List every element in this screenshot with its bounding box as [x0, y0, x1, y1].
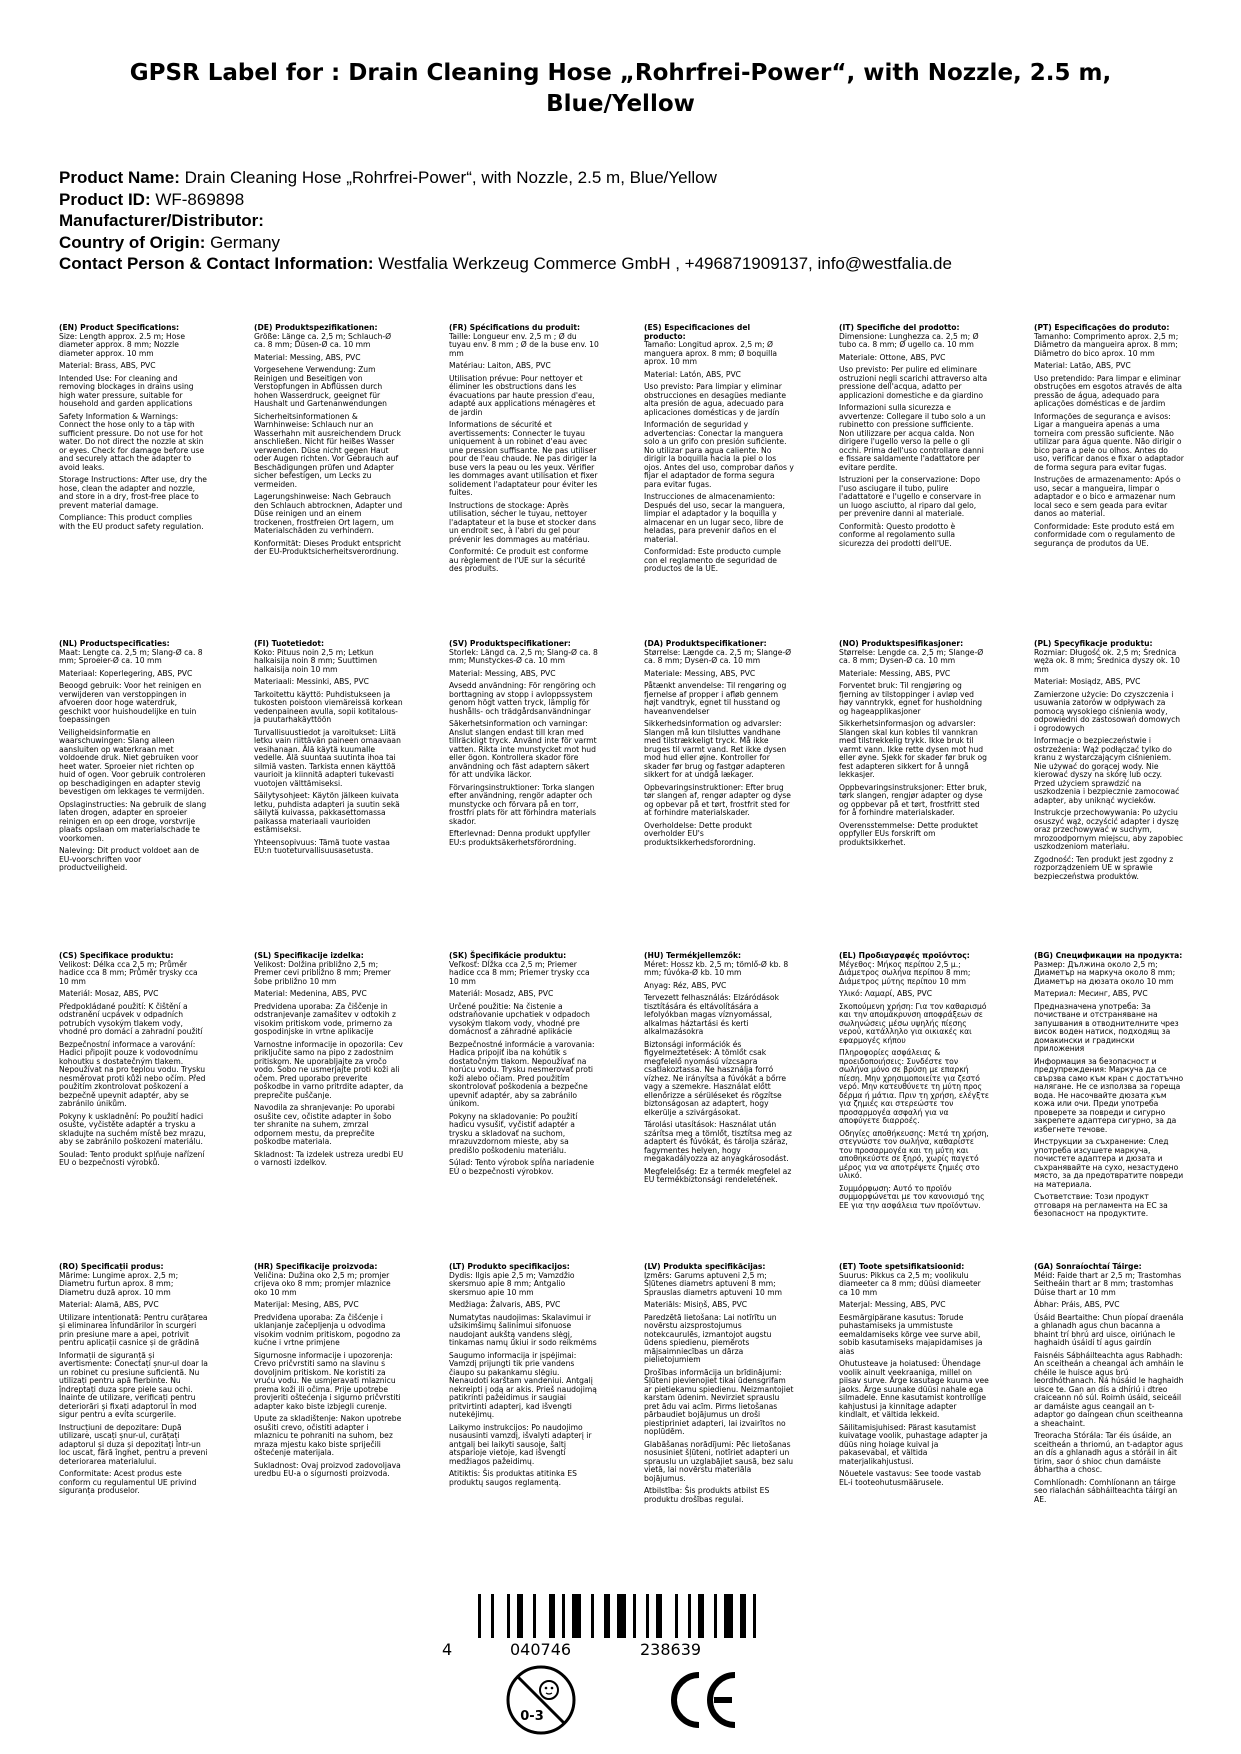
value: Germany	[210, 232, 281, 252]
country-row	[59, 232, 1189, 254]
spec-block-paragraph: Laikymo instrukcijos: Po naudojimo nusausinti vamzdį, išvalyti adapterį ir antgalį bei laikyti sausoje, šaltį atsparioje vietoje, kad išvengti medžiagos pažeidimų.	[449, 1422, 592, 1466]
spec-block-paragraph: Sikkerhedsinformation og advarsler: Slangen må kun tilsluttes vandhane med tilstrækkeligt tryck. Må ikke bruges til varmt vand. Ret ikke dysen mod hud eller øjne. Kontroller for skader før brug og fastgør adapteren sikkert for at undgå lækager.	[644, 719, 787, 779]
spec-block-paragraph: Comhlíonadh: Comhlíonann an táirge seo rialachán sábháilteachta táirgí an AE.	[1034, 1477, 1178, 1504]
label: Country of Origin:	[59, 232, 206, 252]
spec-block	[449, 1263, 599, 1491]
spec-block-paragraph: Veličina: Dužina oko 2,5 m; promjer crijeva oko 8 mm; promjer mlaznice oko 10 mm	[254, 1270, 391, 1297]
spec-block-paragraph: Uso pretendido: Para limpar e eliminar obstruções em esgotos através de alta pressão de água, adequado para aplicações domésticas e de jardim	[1034, 373, 1183, 408]
spec-block-paragraph: Storage Instructions: After use, dry the hose, clean the adapter and nozzle, and store in a dry, frost-free place to prevent material damage.	[59, 475, 207, 510]
spec-block-paragraph: Säilitamisjuhised: Pärast kasutamist kuivatage voolik, puhastage adapter ja düüs ning hoiage kuival ja pakasevabal, et vältida materjalikahjustusi.	[839, 1422, 988, 1466]
spec-block-heading: (SV) Produktspecifikationer:	[449, 639, 571, 648]
spec-block-heading: (EN) Product Specifications:	[59, 323, 180, 332]
spec-block-paragraph: Méret: Hossz kb. 2,5 m; tömlő-Ø kb. 8 mm; fúvóka-Ø kb. 10 mm	[644, 959, 789, 977]
spec-block-paragraph: Tárolási utasítások: Használat után szárítsa meg a tömlőt, tisztítsa meg az adaptert és fúvókát, és tárolja száraz, fagymentes helyen, hogy megakadályozza az anyagkárosodást.	[644, 1120, 792, 1163]
spec-block-paragraph: Säkerhetsinformation och varningar: Anslut slangen endast till kran med tillräckligt tryck. Använd inte för varmt vatten. Rikta inte munstycket mot hud eller ögon. Kontrollera skador före användning och fäst adaptern säkert för att undvika läckor.	[449, 719, 597, 779]
spec-block	[1034, 1263, 1184, 1508]
barcode-icon	[478, 1594, 758, 1638]
ce-mark-icon	[668, 1668, 740, 1732]
spec-block-paragraph: Conformità: Questo prodotto è conforme al regolamento sulla sicurezza dei prodotti dell'UE.	[839, 521, 956, 548]
spec-block-paragraph: Tamaño: Longitud aprox. 2,5 m; Ø manguera aprox. 8 mm; Ø boquilla aprox. 10 mm	[644, 340, 778, 366]
spec-block-paragraph: Yhteensopivuus: Tämä tuote vastaa EU:n tuoteturvallisuusasetusta.	[254, 837, 390, 855]
spec-block-paragraph: Material: Messing, ABS, PVC	[449, 668, 556, 678]
spec-block-paragraph: Sicherheitsinformationen & Warnhinweise: Schlauch nur an Wasserhahn mit ausreichendem Druck anschließen. Nicht für heißes Wasser verwenden. Düse nicht gegen Haut oder Augen richten. Vor Gebrauch auf Beschädigungen prüfen und Adapter sicher befestigen, um Lecks zu vermeiden.	[254, 411, 401, 489]
spec-block-paragraph: Forventet bruk: Til rengjøring og fjerning av tilstoppinger i avløp ved høy vanntrykk, egnet for husholdning og hageapplikasjoner	[839, 681, 983, 716]
spec-block-paragraph: Atbilstība: Šis produkts atbilst ES produktu drošības regulai.	[644, 1486, 770, 1504]
spec-block-paragraph: Medžiaga: Žalvaris, ABS, PVC	[449, 1300, 561, 1309]
spec-block-paragraph: Предназначена употреба: За почистване и отстраняване на запушвания в отводнителните чрез висок воден натиск, подходящ за домакински и градински приложения	[1034, 1001, 1179, 1053]
spec-block-paragraph: Atitiktis: Šis produktas atitinka ES produktų saugos reglamentą.	[449, 1469, 577, 1487]
spec-block-paragraph: Skladnost: Ta izdelek ustreza uredbi EU o varnosti izdelkov.	[254, 1149, 404, 1167]
spec-block-heading: (LV) Produkta specifikācijas:	[644, 1262, 766, 1271]
age-warning-icon	[505, 1664, 577, 1736]
spec-block	[449, 324, 599, 578]
spec-block-paragraph: Faisnéis Sábháilteachta agus Rabhadh: An sceitheán a cheangal ach amháin le chéile le huisce agus brú leordhóthanach. Ná húsáid le haghaidh uisce te. Gan an dís a dhíriú i dtreo craiceann nó súl. Roimh úsáid, seiceáil ar damáiste agus ceangail an t-adaptor go daingean chun sceitheanna a sheachaint.	[1034, 1350, 1184, 1428]
barcode-digit-first: 4	[442, 1640, 453, 1659]
spec-block-paragraph: Utilisation prévue: Pour nettoyer et éliminer les obstructions dans les évacuations par haute pression d'eau, adapté aux applications ménagères et de jardin	[449, 373, 596, 417]
spec-block	[1034, 324, 1184, 552]
spec-block-paragraph: Konformität: Dieses Produkt entspricht der EU-Produktsicherheitsverordnung.	[254, 538, 401, 556]
spec-block-paragraph: Инструкции за съхранение: След употреба изсушете маркуча, почистете адаптера и дюзата и съхранявайте на сухо, незастудено място, за да предотвратите повреди на материала.	[1034, 1137, 1184, 1189]
spec-block-paragraph: Pokyny k uskladnění: Po použití hadici osušte, vyčistěte adaptér a trysku a skladujte na suchém místě bez mrazu, aby se zabránilo poškození materiálu.	[59, 1111, 206, 1146]
spec-block-heading: (HR) Specifikacije proizvoda:	[254, 1262, 378, 1271]
spec-block-paragraph: Overensstemmelse: Dette produktet oppfyller EUs forskrift om produktsikkerhet.	[839, 820, 978, 847]
spec-block-paragraph: Drošības informācija un brīdinājumi: Šļūteni pievienojiet tikai ūdensgrifam ar pietiekamu spiedienu. Neizmantojiet karstam ūdenim. Nevirziet sprauslu pret ādu vai acīm. Pirms lietošanas pārbaudiet bojājumus un droši piestipriniet adapteri, lai izvairītos no noplūdēm.	[644, 1367, 794, 1436]
spec-block-paragraph: Instructions de stockage: Après utilisation, sécher le tuyau, nettoyer l'adaptateur et la buse et stocker dans un endroit sec, à l'abri du gel pour prévenir les dommages au matériau.	[449, 500, 597, 544]
spec-block-paragraph: Material: Latão, ABS, PVC	[1034, 361, 1131, 370]
spec-block-heading: (CS) Specifikace produktu:	[59, 951, 174, 960]
spec-block	[254, 324, 404, 561]
spec-block-paragraph: Ohutusteave ja hoiatused: Ühendage voolik ainult veekraaniga, millel on piisav surve. Ärge kasutage kuuma vee jaoks. Ärge suunake düüsi nahale ega silmadele. Enne kasutamist kontrollige kahjustusi ja kinnitage adapter kindlalt, et vältida lekkeid.	[839, 1359, 989, 1419]
spec-block-heading: (ET) Toote spetsifikatsioonid:	[839, 1262, 965, 1271]
spec-block-heading: (IT) Specifiche del prodotto:	[839, 323, 960, 332]
label: Product Name:	[59, 168, 180, 187]
spec-block-paragraph: Instrucciones de almacenamiento: Después del uso, secar la manguera, limpiar el adaptador y la boquilla y almacenar en un lugar seco, libre de heladas, para prevenir daños en el material.	[644, 492, 785, 544]
spec-block-paragraph: Materiál: Mosaz, ABS, PVC	[59, 989, 159, 998]
spec-block	[1034, 640, 1184, 885]
spec-block	[644, 324, 794, 578]
spec-block	[839, 640, 989, 851]
spec-block-paragraph: Sukladnost: Ovaj proizvod zadovoljava uredbu EU-a o sigurnosti proizvoda.	[254, 1460, 401, 1478]
spec-block	[59, 640, 209, 877]
spec-block-paragraph: Saugumo informacija ir įspėjimai: Vamzdį prijungti tik prie vandens čiaupo su pakankamu slėgiu. Nenaudoti karštam vandeniui. Antgalį nekreipti į odą ar akis. Prieš naudojimą patikrinti pažeidimus ir saugiai pritvirtinti adapterį, kad išvengti nutekėjimų.	[449, 1350, 597, 1419]
spec-block-paragraph: Naleving: Dit product voldoet aan de EU-voorschriften voor productveiligheid.	[59, 846, 200, 872]
spec-block-paragraph: Material: Alamă, ABS, PVC	[59, 1300, 159, 1309]
spec-block-paragraph: Conformitate: Acest produs este conform cu regulamentul UE privind siguranța produselor.	[59, 1469, 197, 1495]
spec-block-paragraph: Размер: Дължина около 2,5 m; Диаметър на маркуча около 8 mm; Диаметър на дюзата около 10 mm	[1034, 959, 1176, 986]
spec-block-paragraph: Sikkerhetsinformasjon og advarsler: Slangen skal kun kobles til vannkran med tilstrekkelig trykk. Ikke bruk til varmt vann. Ikke rette dysen mot hud eller øyne. Sjekk for skader før bruk og fest adapteren sikkert for å unngå lekkasjer.	[839, 719, 988, 779]
spec-block-paragraph: Informações de segurança e avisos: Ligar a mangueira apenas a uma torneira com pressão suficiente. Não utilizar para água quente. Não dirigir o bico para a pele ou olhos. Antes do uso, verificar danos e fixar o adaptador de forma segura para evitar fugas.	[1034, 411, 1184, 472]
spec-block-paragraph: Materijal: Mesing, ABS, PVC	[254, 1300, 359, 1309]
spec-block-paragraph: Rozmiar: Długość ok. 2,5 m; Średnica węża ok. 8 mm; Średnica dyszy ok. 10 mm	[1034, 647, 1180, 674]
spec-block-paragraph: Opbevaringsinstruktioner: Efter brug tør slangen af, rengør adapter og dyse og opbevar på et tørt, frostfrit sted for at forhindre materialskader.	[644, 782, 791, 817]
spec-block	[839, 952, 989, 1214]
spec-block-heading: (EL) Προδιαγραφές προϊόντος:	[839, 951, 970, 960]
spec-block-paragraph: Tervezett felhasználás: Elzáródások tisztítására és eltávolítására a lefolyókban magas víznyomással, alkalmas háztartási és kerti alkalmazásokra	[644, 993, 779, 1036]
label: Contact Person & Contact Information:	[59, 254, 374, 273]
label: Product ID:	[59, 189, 151, 209]
spec-block-paragraph: Informations de sécurité et avertissements: Connecter le tuyau uniquement à un robinet d'eau avec une pression suffisante. Ne pas utiliser pour de l'eau chaude. Ne pas diriger la buse vers la peau ou les yeux. Vérifier les dommages avant utilisation et fixer solidement l'adaptateur pour éviter les fuites.	[449, 420, 598, 497]
spec-block-paragraph: Súlad: Tento výrobok spĺňa nariadenie EÚ o bezpečnosti výrobkov.	[449, 1158, 595, 1176]
value: Drain Cleaning Hose „Rohrfrei-Power“, with Nozzle, 2.5 m, Blue/Yellow	[184, 168, 717, 187]
spec-block-heading: (FR) Spécifications du produit:	[449, 323, 581, 332]
spec-block-paragraph: Conformidade: Este produto está em conformidade com o regulamento de segurança de produtos da UE.	[1034, 521, 1175, 548]
spec-block-paragraph: Zgodność: Ten produkt jest zgodny z rozporządzeniem UE w sprawie bezpieczeństwa produktów.	[1034, 854, 1174, 881]
spec-block	[254, 640, 404, 860]
spec-block-paragraph: Materiāls: Misiņš, ABS, PVC	[644, 1300, 748, 1309]
spec-block-paragraph: Upute za skladištenje: Nakon upotrebe osušiti crevo, očistiti adapter i mlaznicu te pohraniti na suhom, bez mraza mjestu kako biste spriječili oštećenje materijala.	[254, 1414, 402, 1457]
spec-block	[59, 324, 209, 535]
spec-block	[839, 1263, 989, 1491]
spec-block-paragraph: Υλικό: Λαμαρί, ABS, PVC	[839, 989, 933, 998]
spec-block	[644, 1263, 794, 1508]
spec-block-paragraph: Navodila za shranjevanje: Po uporabi osušite cev, očistite adapter in šobo ter shranite na suhem, zmrzal odpornem mestu, da preprečite poškodbe materiala.	[254, 1103, 395, 1146]
spec-block-paragraph: Předpokládané použití: K čištění a odstranění ucpávek v odpadních potrubích vysokým tlakem vody, vhodné pro domácí a zahradní použití	[59, 1001, 203, 1036]
spec-block-paragraph: Storlek: Längd ca. 2,5 m; Slang-Ø ca. 8 mm; Munstyckes-Ø ca. 10 mm	[449, 647, 598, 665]
spec-block-paragraph: Informazioni sulla sicurezza e avvertenze: Collegare il tubo solo a un rubinetto con pressione sufficiente. Non utilizzare per acqua calda. Non dirigere l'ugello verso la pelle o gli occhi. Prima dell'uso controllare danni e fissare saldamente l'adattatore per evitare perdite.	[839, 403, 986, 472]
spec-block-paragraph: Uso previsto: Para limpiar y eliminar obstrucciones en desagües mediante alta presión de agua, adecuado para aplicaciones domésticas y de jardín	[644, 382, 787, 417]
barcode-group-1: 040746	[510, 1640, 572, 1659]
spec-block-paragraph: Overholdelse: Dette produkt overholder EU's produktsikkerhedsforordning.	[644, 820, 756, 847]
spec-block-paragraph: Megfelelőség: Ez a termék megfelel az EU termékbiztonsági rendeletének.	[644, 1166, 792, 1184]
spec-block-paragraph: Størrelse: Lengde ca. 2,5 m; Slange-Ø ca. 8 mm; Dysen-Ø ca. 10 mm	[839, 647, 984, 665]
product-id-row	[59, 189, 1189, 211]
spec-block-paragraph: Suurus: Pikkus ca 2,5 m; voolikulu diameeter ca 8 mm; düüsi diameeter ca 10 mm	[839, 1270, 981, 1297]
spec-block-paragraph: Material: Brass, ABS, PVC	[59, 361, 156, 370]
spec-block-paragraph: Taille: Longueur env. 2,5 m ; Ø du tuyau env. 8 mm ; Ø de la buse env. 10 mm	[449, 331, 599, 358]
spec-block-paragraph: Numatytas naudojimas: Skalavimui ir užsikimšimų šalinimui sifonuose naudojant aukštą vandens slėgį, tinkamas namų ūkiui ir sodo reikmėms	[449, 1312, 597, 1347]
spec-block-heading: (ES) Especificaciones del producto:	[644, 323, 751, 341]
spec-block-paragraph: Méid: Faide thart ar 2,5 m; Trastomhas Seitheáin thart ar 8 mm; trastomhas Dúise thart ar 10 mm	[1034, 1270, 1182, 1297]
spec-block-paragraph: Bezpečnostní informace a varování: Hadici připojit pouze k vodovodnímu kohoutku s dostatečným tlakem. Nepoužívat na pro teplou vodu. Trysku nesměrovat proti kůži nebo očím. Před použitím zkontrolovat poškození a bezpečně upevnit adaptér, aby se zabránilo únikům.	[59, 1039, 206, 1108]
spec-block-heading: (BG) Спецификации на продукта:	[1034, 951, 1183, 960]
page-title: GPSR Label for : Drain Cleaning Hose „Rohrfrei-Power“, with Nozzle, 2.5 m, Blue/Yellow	[129, 60, 1112, 117]
spec-block-paragraph: Material: Messing, ABS, PVC	[254, 352, 361, 362]
spec-block-paragraph: Mărime: Lungime aprox. 2,5 m; Diametru furtun aprox. 8 mm; Diametru duză aprox. 10 mm	[59, 1270, 179, 1297]
spec-block-paragraph: Určené použitie: Na čistenie a odstraňovanie upchatiek v odpadoch vysokým tlakom vody, vhodné pre domácnosť a záhradné aplikácie	[449, 1001, 590, 1036]
spec-block-paragraph: Safety Information & Warnings: Connect the hose only to a tap with sufficient pressure. Do not use for hot water. Do not direct the nozzle at skin or eyes. Check for damage before use and securely attach the adapter to avoid leaks.	[59, 411, 205, 472]
spec-block-heading: (SK) Špecifikácie produktu:	[449, 951, 567, 960]
spec-block-paragraph: Compliance: This product complies with the EU product safety regulation.	[59, 513, 204, 531]
spec-block-paragraph: Säilytysohjeet: Käytön jälkeen kuivata letku, puhdista adapteri ja suutin sekä säilytä kuivassa, pakkasettomassa paikassa materiaali vaurioiden estämiseksi.	[254, 791, 400, 834]
spec-block-paragraph: Informacje o bezpieczeństwie i ostrzeżenia: Wąż podłączać tylko do kranu z wystarczającym ciśnieniem. Nie używać do gorącej wody. Nie kierować dyszy na skórę lub oczy. Przed użyciem sprawdzić na uszkodzenia i bezpiecznie zamocować adapter, aby uniknąć wycieków.	[1034, 736, 1180, 805]
value: Westfalia Werkzeug Commerce GmbH , +496871909137, info@westfalia.de	[378, 254, 952, 273]
spec-block-heading: (FI) Tuotetiedot:	[254, 639, 325, 648]
spec-block-heading: (NL) Productspecificaties:	[59, 639, 170, 648]
spec-block-paragraph: Material: Medenina, ABS, PVC	[254, 989, 367, 998]
spec-block-paragraph: Συμμόρφωση: Αυτό το προϊόν συμμορφώνεται με τον κανονισμό της ΕΕ για την ασφάλεια των προϊόντων.	[839, 1183, 985, 1210]
spec-block-heading: (PT) Especificações do produto:	[1034, 323, 1170, 332]
value: WF-869898	[155, 189, 245, 209]
spec-block-paragraph: Materiale: Messing, ABS, PVC	[644, 668, 756, 678]
spec-block	[1034, 952, 1184, 1223]
spec-block-paragraph: Tarkoitettu käyttö: Puhdistukseen ja tukosten poistoon viemäreissä korkean vedenpaineen avulla, sopii kotitalous- ja puutarhakäyttöön	[254, 689, 403, 724]
spec-block	[644, 952, 794, 1189]
spec-block-paragraph: Materiale: Messing, ABS, PVC	[839, 668, 951, 678]
spec-block-paragraph: Ábhar: Práis, ABS, PVC	[1034, 1300, 1120, 1309]
spec-block-paragraph: Información de seguridad y advertencias: Conectar la manguera solo a un grifo con presión suficiente. No utilizar para agua caliente. No dirigir la boquilla hacia la piel o los ojos. Antes del uso, comprobar daños y fijar el adaptador de forma segura para evitar fugas.	[644, 420, 794, 489]
spec-block-paragraph: Maat: Lengte ca. 2,5 m; Slang-Ø ca. 8 mm; Sproeier-Ø ca. 10 mm	[59, 647, 203, 665]
spec-block-heading: (RO) Specificații produs:	[59, 1262, 164, 1271]
spec-block-paragraph: Pokyny na skladovanie: Po použití hadicu vysušiť, vyčistiť adaptér a trysku a skladovať na suchom, mrazuvzdornom mieste, aby sa predišlo poškodeniu materiálu.	[449, 1111, 578, 1155]
spec-block-paragraph: Utilizare intenționată: Pentru curățarea și eliminarea înfundărilor în scurgeri prin presiune mare a apei, potrivit pentru aplicații casnice și de grădină	[59, 1312, 208, 1347]
spec-block-paragraph: Größe: Länge ca. 2,5 m; Schlauch-Ø ca. 8 mm; Düsen-Ø ca. 10 mm	[254, 331, 392, 349]
spec-block-paragraph: Conformité: Ce produit est conforme au règlement de l'UE sur la sécurité des produits.	[449, 547, 589, 573]
spec-block-paragraph: Påtænkt anvendelse: Til rengøring og fjernelse af propper i afløb gennem højt vandtryk, egnet til husstand og haveanvendelser	[644, 681, 787, 716]
spec-block	[839, 324, 989, 552]
spec-block-paragraph: Uso previsto: Per pulire ed eliminare ostruzioni negli scarichi attraverso alta pressione dell'acqua, adatto per applicazioni domestiche e da giardino	[839, 365, 988, 400]
spec-block-heading: (SL) Specifikacije izdelka:	[254, 951, 364, 960]
spec-block-paragraph: Zamierzone użycie: Do czyszczenia i usuwania zatorów w odpływach za pomocą wysokiego ciśnienia wody, odpowiedni do zastosowań domowych i ogrodowych	[1034, 689, 1181, 733]
spec-block-paragraph: Veiligheidsinformatie en waarschuwingen: Slang alleen aansluiten op waterkraan met voldoende druk. Niet gebruiken voor heet water. Sproeier niet richten op huid of ogen. Voor gebruik controleren op beschadigingen en adapter stevig bevestigen om lekkages te vermijden.	[59, 727, 206, 796]
spec-block	[59, 952, 209, 1172]
age-warning-label: 0-3	[520, 1709, 544, 1724]
spec-block-paragraph: Информация за безопасност и предупреждения: Маркуча да се свързва само към кран с достатъчно налягане. Не се използва за гореща вода. Не насочвайте дюзата към кожа или очи. Преди употреба проверете за повреди и сигурно закрепете адаптера сигурно, за да избегнете течове.	[1034, 1056, 1184, 1134]
spec-block-paragraph: Conformidad: Este producto cumple con el reglamento de seguridad de productos de la UE.	[644, 547, 781, 573]
spec-block-paragraph: Eesmärgipärane kasutus: Torude puhastamiseks ja ummistuste eemaldamiseks kõrge vee surve abil, sobib kasutamiseks majapidamises ja aias	[839, 1312, 983, 1356]
spec-block-paragraph: Varnostne informacije in opozorila: Cev priključite samo na pipo z zadostnim pritiskom. Ne uporabljajte za vročo vodo. Šobo ne usmerjajte proti koži ali očem. Pred uporabo preverite poškodbe in varno pritrdite adapter, da preprečite puščanje.	[254, 1039, 404, 1100]
spec-block-paragraph: Съответствие: Този продукт отговаря на регламента на ЕС за безопасност на продуктите.	[1034, 1192, 1168, 1218]
spec-block-paragraph: Opslaginstructies: Na gebruik de slang laten drogen, adapter en sproeier reinigen en op een droge, vorstvrije plaats opslaan om materialschade te voorkomen.	[59, 799, 207, 843]
spec-block-heading: (DA) Produktspecifikationer:	[644, 639, 767, 648]
manufacturer-row	[59, 210, 1189, 232]
spec-block-paragraph: Πληροφορίες ασφάλειας & προειδοποιήσεις: Συνδέστε τον σωλήνα μόνο σε βρύση με επαρκή πίεση. Μην χρησιμοποιείτε για ζεστό νερό. Μην κατευθύνετε τη μύτη προς δέρμα ή μάτια. Πριν τη χρήση, ελέγξτε για ζημιές και στερεώστε τον προσαρμογέα ασφαλή για να αποφύγετε διαρροές.	[839, 1048, 989, 1125]
spec-block-paragraph: Size: Length approx. 2.5 m; Hose diameter approx. 8 mm; Nozzle diameter approx. 10 mm	[59, 331, 185, 358]
spec-block-heading: (LT) Produkto specifikacijos:	[449, 1262, 570, 1271]
spec-block-paragraph: Instrucțiuni de depozitare: După utilizare, uscați șnur-ul, curățați adaptorul și duza și depozitați într-un loc uscat, fără înghet, pentru a preveni deteriorarea materialului.	[59, 1422, 208, 1466]
spec-block-paragraph: Paredzētā lietošana: Lai notīrītu un novērstu aizsprostojumus notekcaurulēs, izmantojot augstu ūdens spiedienu, piemērots mājsaimniecības un dārza pielietojumiem	[644, 1312, 777, 1364]
spec-block-paragraph: Materiál: Mosadz, ABS, PVC	[449, 989, 554, 998]
spec-block-paragraph: Treoracha Stórála: Tar éis úsáide, an sceitheán a thriomú, an t-adaptor agus an dís a ghlanadh agus a stóráil in áit tirim, saor ó shioc chun damáiste ábhartha a chosc.	[1034, 1431, 1183, 1474]
spec-block	[59, 1263, 209, 1500]
spec-block-paragraph: Μέγεθος: Μήκος περίπου 2,5 μ.; Διάμετρος σωλήνα περίπου 8 mm; Διάμετρος μύτης περίπου 10 mm	[839, 959, 971, 986]
spec-block-paragraph: Predvidena uporaba: Za čiščenje in odstranjevanje zamašitev v odtokih z visokim pritiskom vode, primerno za gospodinjske in vrtne aplikacije	[254, 1001, 396, 1036]
spec-block-paragraph: Material: Latón, ABS, PVC	[644, 369, 741, 379]
spec-block-paragraph: Koko: Pituus noin 2,5 m; Letkun halkaisija noin 8 mm; Suuttimen halkaisija noin 10 mm	[254, 647, 378, 674]
contact-row	[59, 253, 1189, 275]
spec-block	[254, 952, 404, 1172]
spec-block-paragraph: Informații de siguranță și avertismente: Conectați șnur-ul doar la un robinet cu presiune suficientă. Nu utilizați pentru apă fierbinte. Nu îndreptați duza spre piele sau ochi. Înainte de utilizare, verificați pentru deteriorări și fixați adaptorul în mod sigur pentru a evita scurgerile.	[59, 1350, 208, 1419]
spec-block-heading: (HU) Termékjellemzők:	[644, 951, 742, 960]
spec-block-paragraph: Turvallisuustiedot ja varoitukset: Liitä letku vain riittävän paineen omaavaan vesihanaan. Älä käytä kuumalle vedelle. Älä suuntaa suutinta ihoa tai silmiä vasten. Tarkista ennen käyttöä vaurioit ja kiinnitä adapteri tukevasti vuotojen välttämiseksi.	[254, 727, 401, 788]
spec-block-paragraph: Velikost: Délka cca 2,5 m; Průměr hadice cca 8 mm; Průměr trysky cca 10 mm	[59, 959, 198, 986]
spec-block-heading: (PL) Specyfikacje produktu:	[1034, 639, 1153, 648]
spec-block	[449, 952, 599, 1180]
spec-block-paragraph: Σκοπούμενη χρήση: Για τον καθαρισμό και την απομάκρυνση αποφράξεων σε σωληνώσεις μέσω υψηλής πίεσης νερού, κατάλληλο για οικιακές και εφαρμογές κήπου	[839, 1001, 987, 1045]
spec-block-paragraph: Materiale: Ottone, ABS, PVC	[839, 352, 946, 362]
spec-block-paragraph: Oppbevaringsinstruksjoner: Etter bruk, tørk slangen, rengjør adapter og dyse og oppbevar på et tørt, frostfritt sted for å forhindre materialskader.	[839, 782, 987, 817]
spec-block	[254, 1263, 404, 1483]
label: Manufacturer/Distributor:	[59, 211, 264, 230]
spec-block-heading: (NO) Produktspesifikasjoner:	[839, 639, 964, 648]
spec-block-paragraph: Instrukcje przechowywania: Po użyciu osuszyć wąż, oczyścić adapter i dyszę oraz przechowywać w suchym, mrozoodpornym miejscu, aby zapobiec uszkodzeniom materiału.	[1034, 808, 1183, 851]
product-info	[59, 167, 1189, 275]
spec-block-paragraph: Nõuetele vastavus: See toode vastab EL-i tooteohutusmäärusele.	[839, 1469, 981, 1487]
spec-block-paragraph: Instruções de armazenamento: Após o uso, secar a mangueira, limpar o adaptador e o bico e armazenar num local seco e sem geada para evitar danos ao material.	[1034, 475, 1181, 518]
spec-block-paragraph: Materiał: Mosiądz, ABS, PVC	[1034, 677, 1141, 686]
spec-block-paragraph: Intended Use: For cleaning and removing blockages in drains using high water pressure, suitable for household and garden applications	[59, 373, 194, 408]
spec-block-paragraph: Velikost: Dolžina približno 2,5 m; Premer cevi približno 8 mm; Premer šobe približno 10 mm	[254, 959, 391, 986]
spec-block-paragraph: Beoogd gebruik: Voor het reinigen en verwijderen van verstoppingen in afvoeren door hoge waterdruk, geschikt voor huishoudelijke en tuin toepassingen	[59, 681, 202, 724]
spec-block-paragraph: Biztonsági információk és figyelmeztetések: A tömlőt csak megfelelő nyomású vízcsapra csatlakoztassa. Ne használja forró vízhez. Ne irányítsa a fúvókát a bőrre vagy a szemekre. Használat előtt ellenőrizze a sérüléseket és rögzítse biztonságosan az adaptert, hogy elkerülje a szivárgásokat.	[644, 1039, 787, 1117]
spec-block-paragraph: Materiaali: Messinki, ABS, PVC	[254, 677, 369, 686]
spec-block-paragraph: Izmērs: Garums aptuveni 2,5 m; Šļūtenes diametrs aptuveni 8 mm; Sprauslas diametrs aptuveni 10 mm	[644, 1270, 783, 1297]
spec-block-paragraph: Úsáid Beartaithe: Chun píopaí draenála a ghlanadh agus chun bacanna a bhaint trí bhrú ard uisce, oiriúnach le haghaidh úsáidí tí agus gairdín	[1034, 1312, 1184, 1347]
spec-block-paragraph: Materjal: Messing, ABS, PVC	[839, 1300, 946, 1309]
spec-block-paragraph: Veľkosť: Dĺžka cca 2,5 m; Priemer hadice cca 8 mm; Priemer trysky cca 10 mm	[449, 959, 590, 986]
barcode-group-2: 238639	[640, 1640, 702, 1659]
spec-block-paragraph: Dydis: Ilgis apie 2,5 m; Vamzdžio skersmuo apie 8 mm; Antgalio skersmuo apie 10 mm	[449, 1270, 575, 1297]
spec-block-paragraph: Bezpečnostné informácie a varovania: Hadica pripojiť iba na kohútik s dostatočným tlakom. Nepoužívať na horúcu vodu. Trysku nesmerovať proti koži alebo očiam. Pred použitím skontrolovať poškodenia a bezpečne upevniť adaptér, aby sa zabránilo únikom.	[449, 1039, 595, 1108]
product-name-row	[59, 167, 1189, 189]
spec-block-paragraph: Материал: Месинг, ABS, PVC	[1034, 989, 1148, 998]
spec-block	[644, 640, 794, 851]
spec-block-paragraph: Lagerungshinweise: Nach Gebrauch den Schlauch abtrocknen, Adapter und Düse reinigen und an einem trockenen, frostfreien Ort lagern, um Materialschäden zu verhindern.	[254, 492, 403, 535]
spec-block-paragraph: Tamanho: Comprimento aprox. 2,5 m; Diâmetro da mangueira aprox. 8 mm; Diâmetro do bico aprox. 10 mm	[1034, 331, 1179, 358]
spec-block-paragraph: Οδηγίες αποθήκευσης: Μετά τη χρήση, στεγνώστε τον σωλήνα, καθαρίστε τον προσαρμογέα και τη μύτη και αποθηκεύστε σε ξηρό, χωρίς παγετό μέρος για να αποτρέψετε ζημιές στο υλικό.	[839, 1128, 989, 1180]
spec-block-paragraph: Dimensione: Lunghezza ca. 2,5 m; Ø tubo ca. 8 mm; Ø ugello ca. 10 mm	[839, 331, 979, 349]
spec-block-paragraph: Efterlevnad: Denna produkt uppfyller EU:s produktsäkerhetsförordning.	[449, 829, 591, 847]
spec-block	[449, 640, 599, 851]
spec-block-paragraph: Anyag: Réz, ABS, PVC	[644, 980, 727, 990]
spec-block-paragraph: Predviđena uporaba: Za čišćenje i uklanjanje začepljenja u odvodima visokim vodnim pritiskom, pogodno za kućne i vrtne primjene	[254, 1312, 401, 1347]
spec-block-paragraph: Størrelse: Længde ca. 2,5 m; Slange-Ø ca. 8 mm; Dysen-Ø ca. 10 mm	[644, 647, 792, 665]
spec-block-paragraph: Avsedd användning: För rengöring och borttagning av stopp i avloppssystem genom högt vatten tryck, lämplig för hushålls- och trädgårdsanvändningar	[449, 681, 596, 716]
spec-block-paragraph: Soulad: Tento produkt splňuje nařízení EU o bezpečnosti výrobků.	[59, 1149, 205, 1167]
spec-block-paragraph: Materiaal: Koperlegering, ABS, PVC	[59, 668, 193, 678]
spec-block-heading: (GA) Sonraíochtaí Táirge:	[1034, 1262, 1142, 1271]
spec-block-paragraph: Förvaringsinstruktioner: Torka slangen efter användning, rengör adapter och munstycke och förvara på en torr, frostfri plats för att förhindra materials skador.	[449, 782, 597, 826]
spec-block-paragraph: Sigurnosne informacije i upozorenja: Crevo pričvrstiti samo na slavinu s dovoljnim pritiskom. Ne koristiti za vruću vodu. Ne usmjeravati mlaznicu prema koži ili očima. Prije upotrebe provjeriti oštećenja i sigurno pričvrstiti adapter kako biste izbjegli curenje.	[254, 1350, 401, 1411]
spec-block-paragraph: Matériau: Laiton, ABS, PVC	[449, 361, 551, 370]
spec-block-paragraph: Glabāšanas norādījumi: Pēc lietošanas nosusiniet šļūteni, notīriet adapteri un sprauslu un uzglabājiet sausā, bez salu vietā, lai novērstu materiāla bojājumus.	[644, 1439, 794, 1483]
spec-block-heading: (DE) Produktspezifikationen:	[254, 323, 378, 332]
spec-block-paragraph: Istruzioni per la conservazione: Dopo l'uso asciugare il tubo, pulire l'adattatore e l'ugello e conservare in un luogo asciutto, al riparo dal gelo, per prevenire danni al materiale.	[839, 475, 982, 518]
spec-block-paragraph: Vorgesehene Verwendung: Zum Reinigen und Beseitigen von Verstopfungen in Abflüssen durch hohen Wasserdruck, geeignet für Haushalt und Gartenanwendungen	[254, 365, 387, 408]
